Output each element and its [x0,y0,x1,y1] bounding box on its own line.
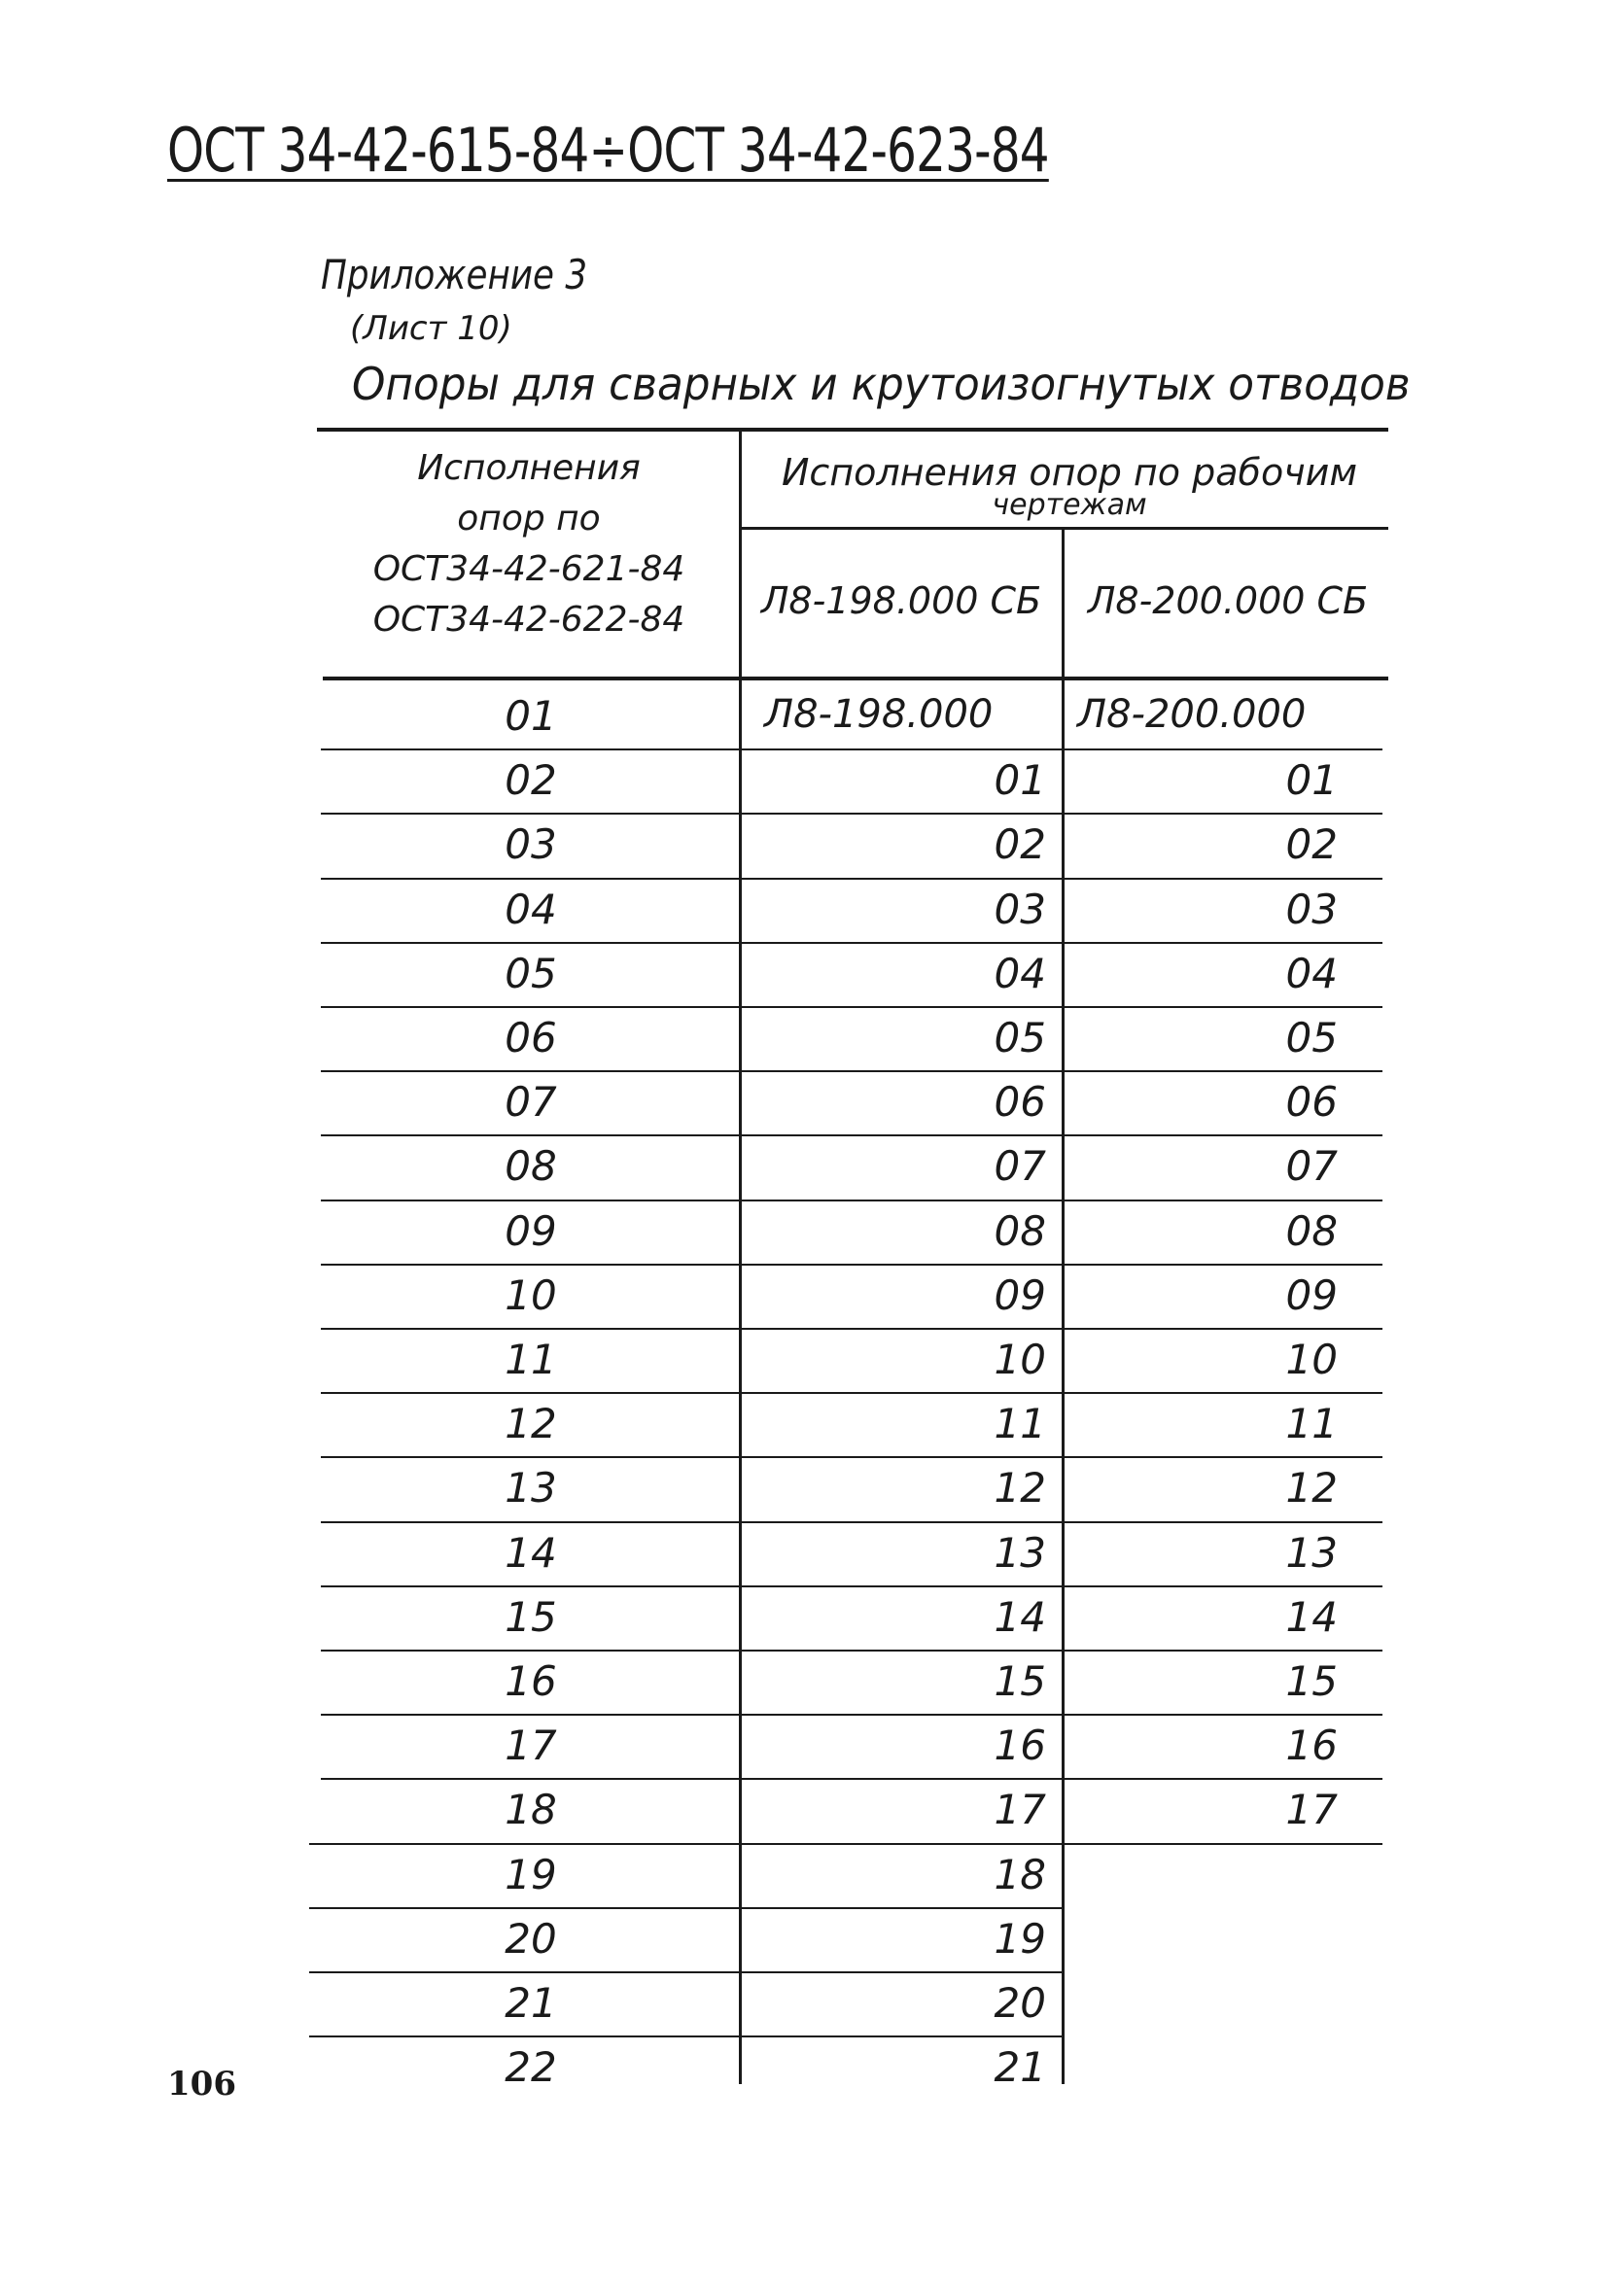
row-col1-value: 18 [505,1786,557,1834]
row-col2-value: 01 [994,756,1046,805]
row-rule [321,1134,1382,1136]
row-rule [321,1456,1382,1458]
row-col2-value: 06 [994,1078,1046,1127]
row-col2-value: 19 [994,1914,1046,1963]
row-rule [309,1971,1064,1973]
row-col1-value: 22 [505,2043,557,2092]
row-col2-value: 14 [994,1592,1046,1641]
col3-header: Л8-200.000 СБ [1087,579,1369,622]
row-rule [321,1006,1382,1008]
row-rule [321,942,1382,944]
row-col1-value: 12 [505,1400,557,1448]
appendix-label: Приложение 3 [321,251,588,298]
header-left-line: ОСТ34-42-622-84 [372,600,685,640]
row-col1-value: 19 [505,1850,557,1898]
row-col3-value: 05 [1285,1014,1338,1061]
row-rule [321,1650,1382,1652]
row-rule [309,1907,1064,1909]
row-col2-value: 17 [994,1786,1046,1834]
row-rule [321,1200,1382,1201]
row-rule [321,813,1382,815]
row-col3-value: 12 [1285,1464,1338,1513]
row-col3-value: Л8-200.000 [1077,692,1307,737]
row-col2-value: 11 [994,1400,1046,1448]
row-col1-value: 06 [505,1014,557,1061]
column-divider-1 [739,428,742,2084]
header-split-rule [741,527,1388,530]
row-col3-value: 13 [1285,1528,1338,1577]
row-col2-value: 15 [994,1657,1046,1705]
row-rule [309,1843,1382,1845]
row-col3-value: 15 [1285,1657,1338,1705]
table-title: Опоры для сварных и крутоизогнутых отводов [352,358,1411,410]
row-col1-value: 11 [505,1336,557,1383]
row-col1-value: 21 [505,1979,557,2027]
row-col3-value: 14 [1285,1592,1338,1641]
row-rule [321,1778,1382,1780]
row-rule [321,1714,1382,1716]
row-col1-value: 05 [505,949,557,997]
row-col1-value: 09 [505,1206,557,1255]
row-col1-value: 02 [505,756,557,805]
row-col2-value: Л8-198.000 [764,692,994,737]
row-col2-value: 18 [994,1850,1046,1898]
row-col2-value: 02 [994,820,1046,869]
row-col2-value: 03 [994,885,1046,933]
row-col3-value: 11 [1285,1400,1338,1448]
page-number: 106 [167,2065,236,2104]
row-col1-value: 15 [505,1592,557,1641]
row-col3-value: 16 [1285,1722,1338,1770]
row-rule [321,1328,1382,1330]
row-col2-value: 05 [994,1014,1046,1061]
row-rule [321,1521,1382,1523]
row-col3-value: 09 [1285,1270,1338,1319]
column-divider-2 [1062,529,1065,2084]
sheet-label: (Лист 10) [350,309,512,348]
row-col2-value: 12 [994,1464,1046,1513]
row-col2-value: 10 [994,1336,1046,1383]
row-col2-value: 09 [994,1270,1046,1319]
row-col3-value: 04 [1285,949,1338,997]
row-col2-value: 08 [994,1206,1046,1255]
row-rule [321,1392,1382,1394]
header-left [325,443,733,645]
table-top-rule [317,428,1388,432]
row-col1-value: 10 [505,1270,557,1319]
row-rule [321,1585,1382,1587]
row-col3-value: 02 [1285,820,1338,869]
row-col2-value: 13 [994,1528,1046,1577]
row-col1-value: 16 [505,1657,557,1705]
row-col1-value: 14 [505,1528,557,1577]
row-col3-value: 06 [1285,1078,1338,1127]
row-col3-value: 08 [1285,1206,1338,1255]
row-col1-value: 04 [505,885,557,933]
row-col2-value: 16 [994,1722,1046,1770]
row-col3-value: 17 [1285,1786,1338,1834]
header-right [749,451,1390,522]
row-col1-value: 17 [505,1722,557,1770]
row-col1-value: 20 [505,1914,557,1963]
row-col2-value: 04 [994,949,1046,997]
header-left-line: опор по [457,499,601,539]
header-right-line1: Исполнения опор по рабочим [781,451,1358,494]
row-col2-value: 20 [994,1979,1046,2027]
row-col1-value: 07 [505,1078,557,1127]
header-left-line: Исполнения [417,448,641,488]
row-col3-value: 07 [1285,1142,1338,1191]
col2-header: Л8-198.000 СБ [760,579,1042,622]
header-bottom-rule [323,677,1388,680]
row-col1-value: 03 [505,820,557,869]
row-col1-value: 13 [505,1464,557,1513]
row-rule [321,1264,1382,1266]
row-rule [321,748,1382,750]
row-rule [309,2035,1064,2037]
document-code: ОСТ 34-42-615-84÷ОСТ 34-42-623-84 [167,115,1049,186]
header-left-line: ОСТ34-42-621-84 [372,549,685,589]
row-col3-value: 01 [1285,756,1338,805]
row-col1-value: 01 [505,692,557,740]
row-col2-value: 07 [994,1142,1046,1191]
row-col2-value: 21 [994,2043,1046,2092]
row-rule [321,878,1382,880]
row-col3-value: 10 [1285,1336,1338,1383]
header-right-line2: чертежам [992,488,1147,522]
row-col3-value: 03 [1285,885,1338,933]
row-rule [321,1070,1382,1072]
row-col1-value: 08 [505,1142,557,1191]
